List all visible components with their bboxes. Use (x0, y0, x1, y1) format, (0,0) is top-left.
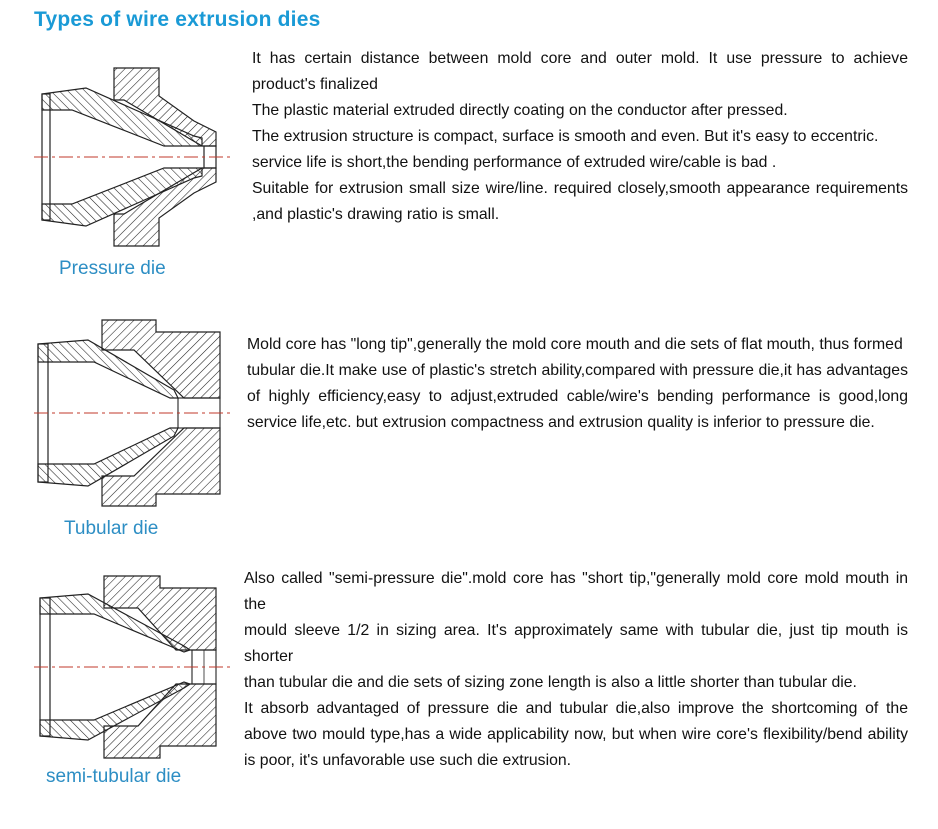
paragraph: Suitable for extrusion small size wire/line. required closely,smooth appearance requirements ,and plastic's drawing ratio is small. (252, 180, 908, 223)
paragraph: It absorb advantaged of pressure die and tubular die,also improve the shortcoming of the above two mould type,has a wide applicability now, but when wire core's flexibility/bend ability is poor, it's unfavorable use such die extrusion. (244, 700, 908, 769)
section-pressure-die (0, 0, 938, 300)
pressure-die-caption: Pressure die (59, 258, 166, 279)
tubular-die-caption: Tubular die (64, 518, 159, 539)
tubular-die-diagram (34, 318, 234, 508)
section-tubular-die (0, 300, 938, 550)
paragraph: mould sleeve 1/2 in sizing area. It's approximately same with tubular die, just tip mouth is shorter (244, 622, 908, 665)
semi-tubular-die-diagram (34, 574, 234, 760)
tubular-die-description (247, 332, 908, 436)
paragraph: The plastic material extruded directly coating on the conductor after pressed. (252, 102, 788, 119)
paragraph: Mold core has "long tip",generally the mold core mouth and die sets of flat mouth, thus formed (247, 336, 903, 353)
paragraph: tubular die.It make use of plastic's stretch ability,compared with pressure die,it has advantages of highly efficiency,easy to adjust,extruded cable/wire's bending performance is good,long service life,etc. but extrusion compactness and extrusion quality is inferior to pressure die. (247, 362, 908, 431)
paragraph: than tubular die and die sets of sizing zone length is also a little shorter than tubular die. (244, 674, 857, 691)
section-semi-tubular-die (0, 560, 938, 829)
semi-tubular-die-description (244, 566, 908, 774)
paragraph: Also called "semi-pressure die".mold core has "short tip,"generally mold core mold mouth in the (244, 570, 908, 613)
paragraph: The extrusion structure is compact, surface is smooth and even. But it's easy to eccentric. (252, 128, 879, 145)
pressure-die-diagram (34, 66, 234, 248)
paragraph: It has certain distance between mold core and outer mold. It use pressure to achieve product's finalized (252, 50, 908, 93)
page-title: Types of wire extrusion dies (34, 8, 321, 31)
semi-tubular-die-caption: semi-tubular die (46, 766, 182, 787)
pressure-die-description (252, 46, 908, 228)
paragraph: service life is short,the bending performance of extruded wire/cable is bad . (252, 154, 777, 171)
